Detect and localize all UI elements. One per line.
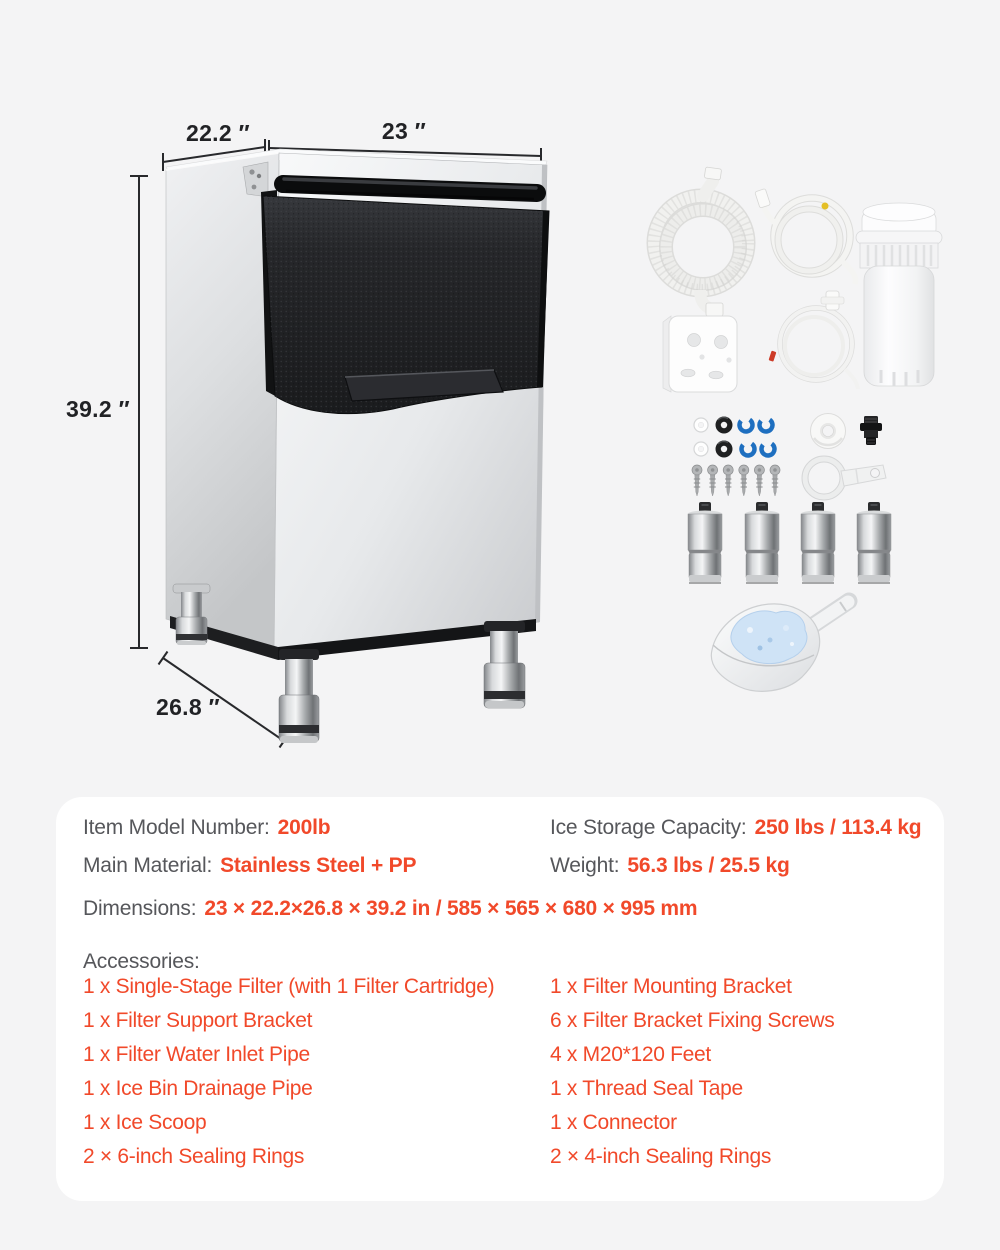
- spec-value: 56.3 lbs / 25.5 kg: [627, 854, 790, 877]
- accessory-item: 1 x Filter Water Inlet Pipe: [83, 1043, 310, 1066]
- spec-row-weight: [550, 854, 790, 878]
- accessory-item: 1 x Single-Stage Filter (with 1 Filter Cartridge): [83, 975, 495, 998]
- machine-leg-front-left: [279, 649, 319, 743]
- spec-row-dimensions: [83, 897, 697, 921]
- dimension-width-side-label: 22.2 ″: [186, 120, 250, 146]
- ice-storage-bin-image: [166, 149, 549, 743]
- spec-row-material: [83, 854, 416, 878]
- accessory-item: 6 x Filter Bracket Fixing Screws: [550, 1009, 835, 1032]
- leveling-feet-image: [688, 502, 891, 583]
- spec-value: 23 × 22.2×26.8 × 39.2 in / 585 × 565 × 680 × 995 mm: [204, 897, 698, 920]
- thread-seal-tape-image: [811, 414, 846, 449]
- dimension-width-front-label: 23 ″: [381, 118, 427, 144]
- spec-value: Stainless Steel + PP: [220, 854, 417, 877]
- accessory-item: 1 x Filter Mounting Bracket: [550, 975, 792, 998]
- accessory-item: 2 × 4-inch Sealing Rings: [550, 1145, 772, 1168]
- accessory-item: 4 x M20*120 Feet: [550, 1043, 711, 1066]
- accessory-item: 1 x Connector: [550, 1111, 677, 1134]
- spec-label: Weight:: [550, 854, 620, 877]
- spec-card: [56, 797, 944, 1201]
- accessory-item: 1 x Filter Support Bracket: [83, 1009, 313, 1032]
- sealing-ring-handle-image: [802, 456, 886, 500]
- spec-row-capacity: [550, 816, 921, 840]
- spec-label: Dimensions:: [83, 897, 197, 920]
- spec-value: 200lb: [277, 816, 331, 839]
- accessory-item: 1 x Ice Bin Drainage Pipe: [83, 1077, 313, 1100]
- spec-row-model-number: [83, 816, 330, 840]
- spec-label: Ice Storage Capacity:: [550, 816, 747, 839]
- accessory-item: 2 × 6-inch Sealing Rings: [83, 1145, 305, 1168]
- ice-scoop-image: [711, 601, 849, 691]
- dimension-height-line: [130, 176, 148, 648]
- water-inlet-pipe-image: [755, 189, 856, 284]
- machine-lid: [261, 179, 549, 414]
- spec-value: 250 lbs / 113.4 kg: [754, 816, 922, 839]
- spec-label: Item Model Number:: [83, 816, 270, 839]
- dimension-depth-label: 26.8 ″: [156, 694, 220, 720]
- sealing-orings-image: [694, 416, 777, 458]
- dimension-height-label: 39.2 ″: [66, 396, 130, 422]
- mounting-bracket-image: [663, 316, 737, 392]
- drainage-pipe-image: [654, 167, 748, 316]
- accessories-heading: Accessories:: [83, 950, 200, 973]
- accessories-images: [654, 167, 942, 691]
- filter-housing-image: [856, 203, 942, 386]
- machine-leg-front-right: [484, 621, 525, 708]
- accessory-item: 1 x Thread Seal Tape: [550, 1077, 743, 1100]
- accessory-item: 1 x Ice Scoop: [83, 1111, 207, 1134]
- fixing-screws-image: [692, 465, 780, 496]
- spec-label: Main Material:: [83, 854, 213, 877]
- thin-pipe-image: [769, 291, 858, 389]
- connector-image: [860, 416, 882, 445]
